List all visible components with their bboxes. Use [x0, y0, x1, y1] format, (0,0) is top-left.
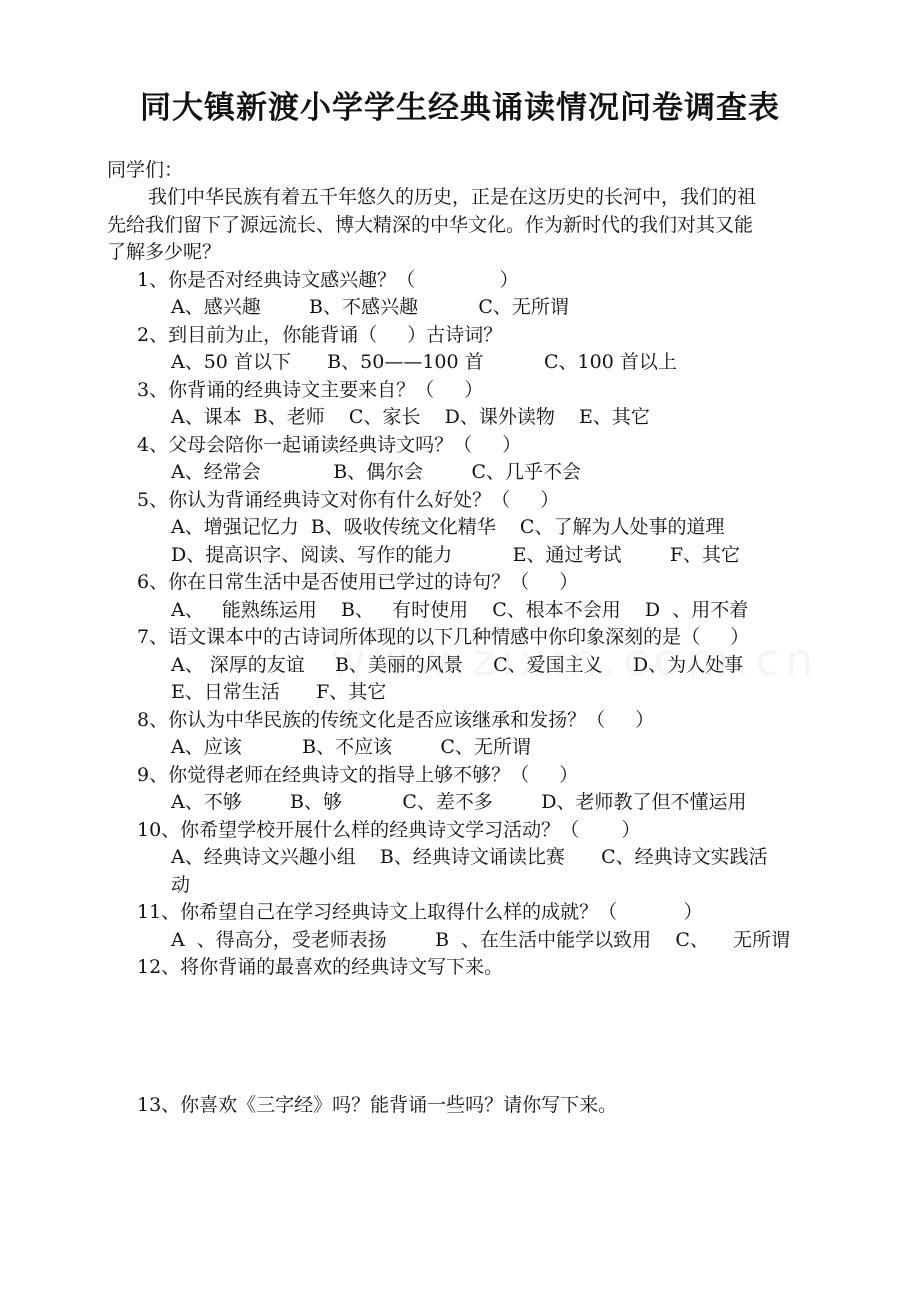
intro-line: 先给我们留下了源远流长、博大精深的中华文化。作为新时代的我们对其又能	[107, 214, 754, 236]
question-12: 12、将你背诵的最喜欢的经典诗文写下来。	[137, 956, 504, 978]
question-10: 10、你希望学校开展什么样的经典诗文学习活动？（ ）	[137, 819, 641, 841]
greeting: 同学们：	[107, 159, 184, 181]
options-4: A、经常会 B、偶尔会 C、几乎不会	[171, 461, 582, 483]
question-5: 5、你认为背诵经典诗文对你有什么好处？（ ）	[137, 489, 560, 511]
question-2: 2、到目前为止，你能背诵（ ）古诗词？	[137, 324, 503, 346]
options-2: A、50 首以下 B、50——100 首 C、100 首以上	[171, 351, 677, 373]
options-11: A 、得高分，受老师表扬 B 、在生活中能学以致用 C、 无所谓	[171, 929, 791, 951]
options-1: A、感兴趣 B、不感兴趣 C、无所谓	[171, 296, 569, 318]
question-6: 6、你在日常生活中是否使用已学过的诗句？（ ）	[137, 571, 579, 593]
options-7: E、日常生活 F、其它	[171, 681, 387, 703]
question-1: 1、你是否对经典诗文感兴趣？（ ）	[137, 269, 519, 291]
options-6: A、 能熟练运用 B、 有时使用 C、根本不会用 D 、用不着	[171, 599, 749, 621]
question-8: 8、你认为中华民族的传统文化是否应该继承和发扬？（ ）	[137, 709, 655, 731]
question-13: 13、你喜欢《三字经》吗？能背诵一些吗？请你写下来。	[137, 1094, 618, 1116]
page-title: 同大镇新渡小学学生经典诵读情况问卷调查表	[140, 90, 780, 126]
question-7: 7、语文课本中的古诗词所体现的以下几种情感中你印象深刻的是（ ）	[137, 626, 750, 648]
intro-line: 了解多少呢？	[107, 241, 222, 263]
options-8: A、应该 B、不应该 C、无所谓	[171, 736, 531, 758]
options-7: A、 深厚的友谊 B、美丽的风景 C、爱国主义 D、为人处事	[171, 654, 744, 676]
options-5: A、增强记忆力 B、吸收传统文化精华 C、了解为人处事的道理	[171, 516, 725, 538]
options-5: D、提高识字、阅读、写作的能力 E、通过考试 F、其它	[171, 544, 740, 566]
question-3: 3、你背诵的经典诗文主要来自？（ ）	[137, 379, 484, 401]
options-10: A、经典诗文兴趣小组 B、经典诗文诵读比赛 C、经典诗文实践活	[171, 846, 768, 868]
options-9: A、不够 B、够 C、差不多 D、老师教了但不懂运用	[171, 791, 747, 813]
question-11: 11、你希望自己在学习经典诗文上取得什么样的成就？（ ）	[137, 901, 703, 923]
options-10: 动	[171, 874, 191, 896]
options-3: A、课本 B、老师 C、家长 D、课外读物 E、其它	[171, 406, 650, 428]
question-4: 4、父母会陪你一起诵读经典诗文吗？（ ）	[137, 434, 522, 456]
question-9: 9、你觉得老师在经典诗文的指导上够不够？（ ）	[137, 764, 579, 786]
intro-line: 我们中华民族有着五千年悠久的历史，正是在这历史的长河中，我们的祖	[148, 186, 757, 208]
